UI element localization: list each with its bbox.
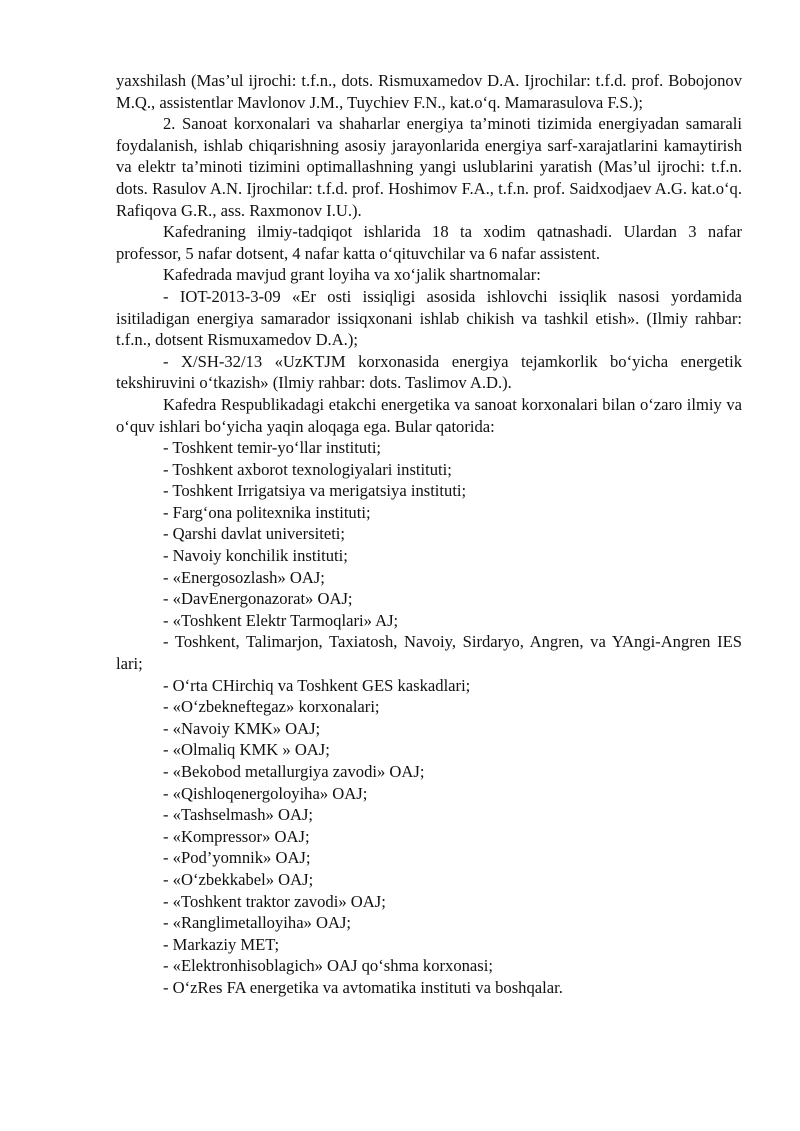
list-item: - Toshkent axborot texnologiyalari instituti;	[163, 459, 452, 479]
list-item: - «Bekobod metallurgiya zavodi» OAJ;	[163, 762, 425, 781]
document-page	[116, 70, 742, 999]
list-item: - «O‘zbekneftegaz» korxonalari;	[163, 697, 380, 717]
list-item: - «Pod’yomnik» OAJ;	[163, 848, 311, 868]
list-item: - «Qishloqenergoloyiha» OAJ;	[163, 783, 368, 803]
paragraph-grants-intro: Kafedrada mavjud grant loyiha va xo‘jalik shartnomalar:	[163, 265, 541, 285]
list-item: - O‘rta CHirchiq va Toshkent GES kaskadlari;	[163, 675, 471, 695]
paragraph-grant-2: - X/SH-32/13 «UzKTJM korxonasida energiya tejamkorlik bo‘yicha energetik tekshiruvini o‘tkazish» (Ilmiy rahbar: dots. Taslimov A.D.).	[116, 351, 742, 393]
list-item: - «Energosozlash» OAJ;	[163, 567, 325, 587]
list-item: - «Toshkent traktor zavodi» OAJ;	[163, 891, 386, 911]
list-item: - O‘zRes FA energetika va avtomatika instituti va boshqalar.	[163, 977, 563, 997]
list-item: - «Ranglimetalloyiha» OAJ;	[163, 913, 352, 933]
partners-list	[116, 437, 742, 998]
paragraph-continuation: yaxshilash (Mas’ul ijrochi: t.f.n., dots. Rismuxamedov D.A. Ijrochilar: t.f.d. prof. Bobojonov M.Q., assistentlar Mavlonov J.M., Tuychiev F.N., kat.o‘q. Mamarasulova F.S.);	[116, 71, 742, 112]
list-item: - «Navoiy KMK» OAJ;	[163, 718, 321, 738]
list-item: - «Olmaliq KMK » OAJ;	[163, 740, 330, 760]
paragraph-staff-count: Kafedraning ilmiy-tadqiqot ishlarida 18 ta xodim qatnashadi. Ulardan 3 nafar professor, 5 nafar dotsent, 4 nafar katta o‘qituvchilar va 6 nafar assistent.	[116, 222, 742, 263]
paragraph-research-topic-2: 2. Sanoat korxonalari va shaharlar energiya ta’minoti tizimida energiyadan samarali foydalanish, ishlab chiqarishning asosiy jarayonlarida energiya sarf-xarajatlarini kamaytirish va elektr ta’minoti tizimini optimallashning yangi uslublarini yaratish (Mas’ul ijrochi: t.f.n. dots. Rasulov A.N. Ijrochilar: t.f.d. prof. Hoshimov F.A., t.f.n. prof. Saidxodjaev A.G. kat.o‘q. Rafiqova G.R., ass. Raxmonov I.U.).	[116, 114, 742, 220]
list-item: - «O‘zbekkabel» OAJ;	[163, 869, 314, 889]
list-item: - «DavEnergonazorat» OAJ;	[163, 589, 353, 609]
paragraph-grant-1: - IOT-2013-3-09 «Er osti issiqligi asosida ishlovchi issiqlik nasosi yordamida isitiladigan energiya samarador issiqxonani ishlab chikish va tashkil etish». (Ilmiy rahbar: t.f.n., dotsent Rismuxamedov D.A.);	[116, 286, 742, 350]
list-item: - «Elektronhisoblagich» OAJ qo‘shma korxonasi;	[163, 956, 493, 976]
list-item: - «Tashselmash» OAJ;	[163, 805, 314, 825]
list-item: - Toshkent temir-yo‘llar instituti;	[163, 438, 382, 458]
paragraph-partners-intro: Kafedra Respublikadagi etakchi energetika va sanoat korxonalari bilan o‘zaro ilmiy va o‘quv ishlari bo‘yicha yaqin aloqaga ega. Bular qatorida:	[116, 394, 742, 436]
list-item: - Toshkent, Talimarjon, Taxiatosh, Navoiy, Sirdaryo, Angren, va YAngi-Angren IES lari;	[116, 632, 742, 674]
list-item: - «Kompressor» OAJ;	[163, 826, 310, 846]
list-item: - Qarshi davlat universiteti;	[163, 524, 346, 544]
list-item: - «Toshkent Elektr Tarmoqlari» AJ;	[163, 610, 399, 630]
list-item: - Navoiy konchilik instituti;	[163, 546, 348, 566]
list-item: - Toshkent Irrigatsiya va merigatsiya instituti;	[163, 481, 467, 501]
list-item: - Farg‘ona politexnika instituti;	[163, 502, 371, 522]
list-item: - Markaziy MET;	[163, 934, 280, 954]
